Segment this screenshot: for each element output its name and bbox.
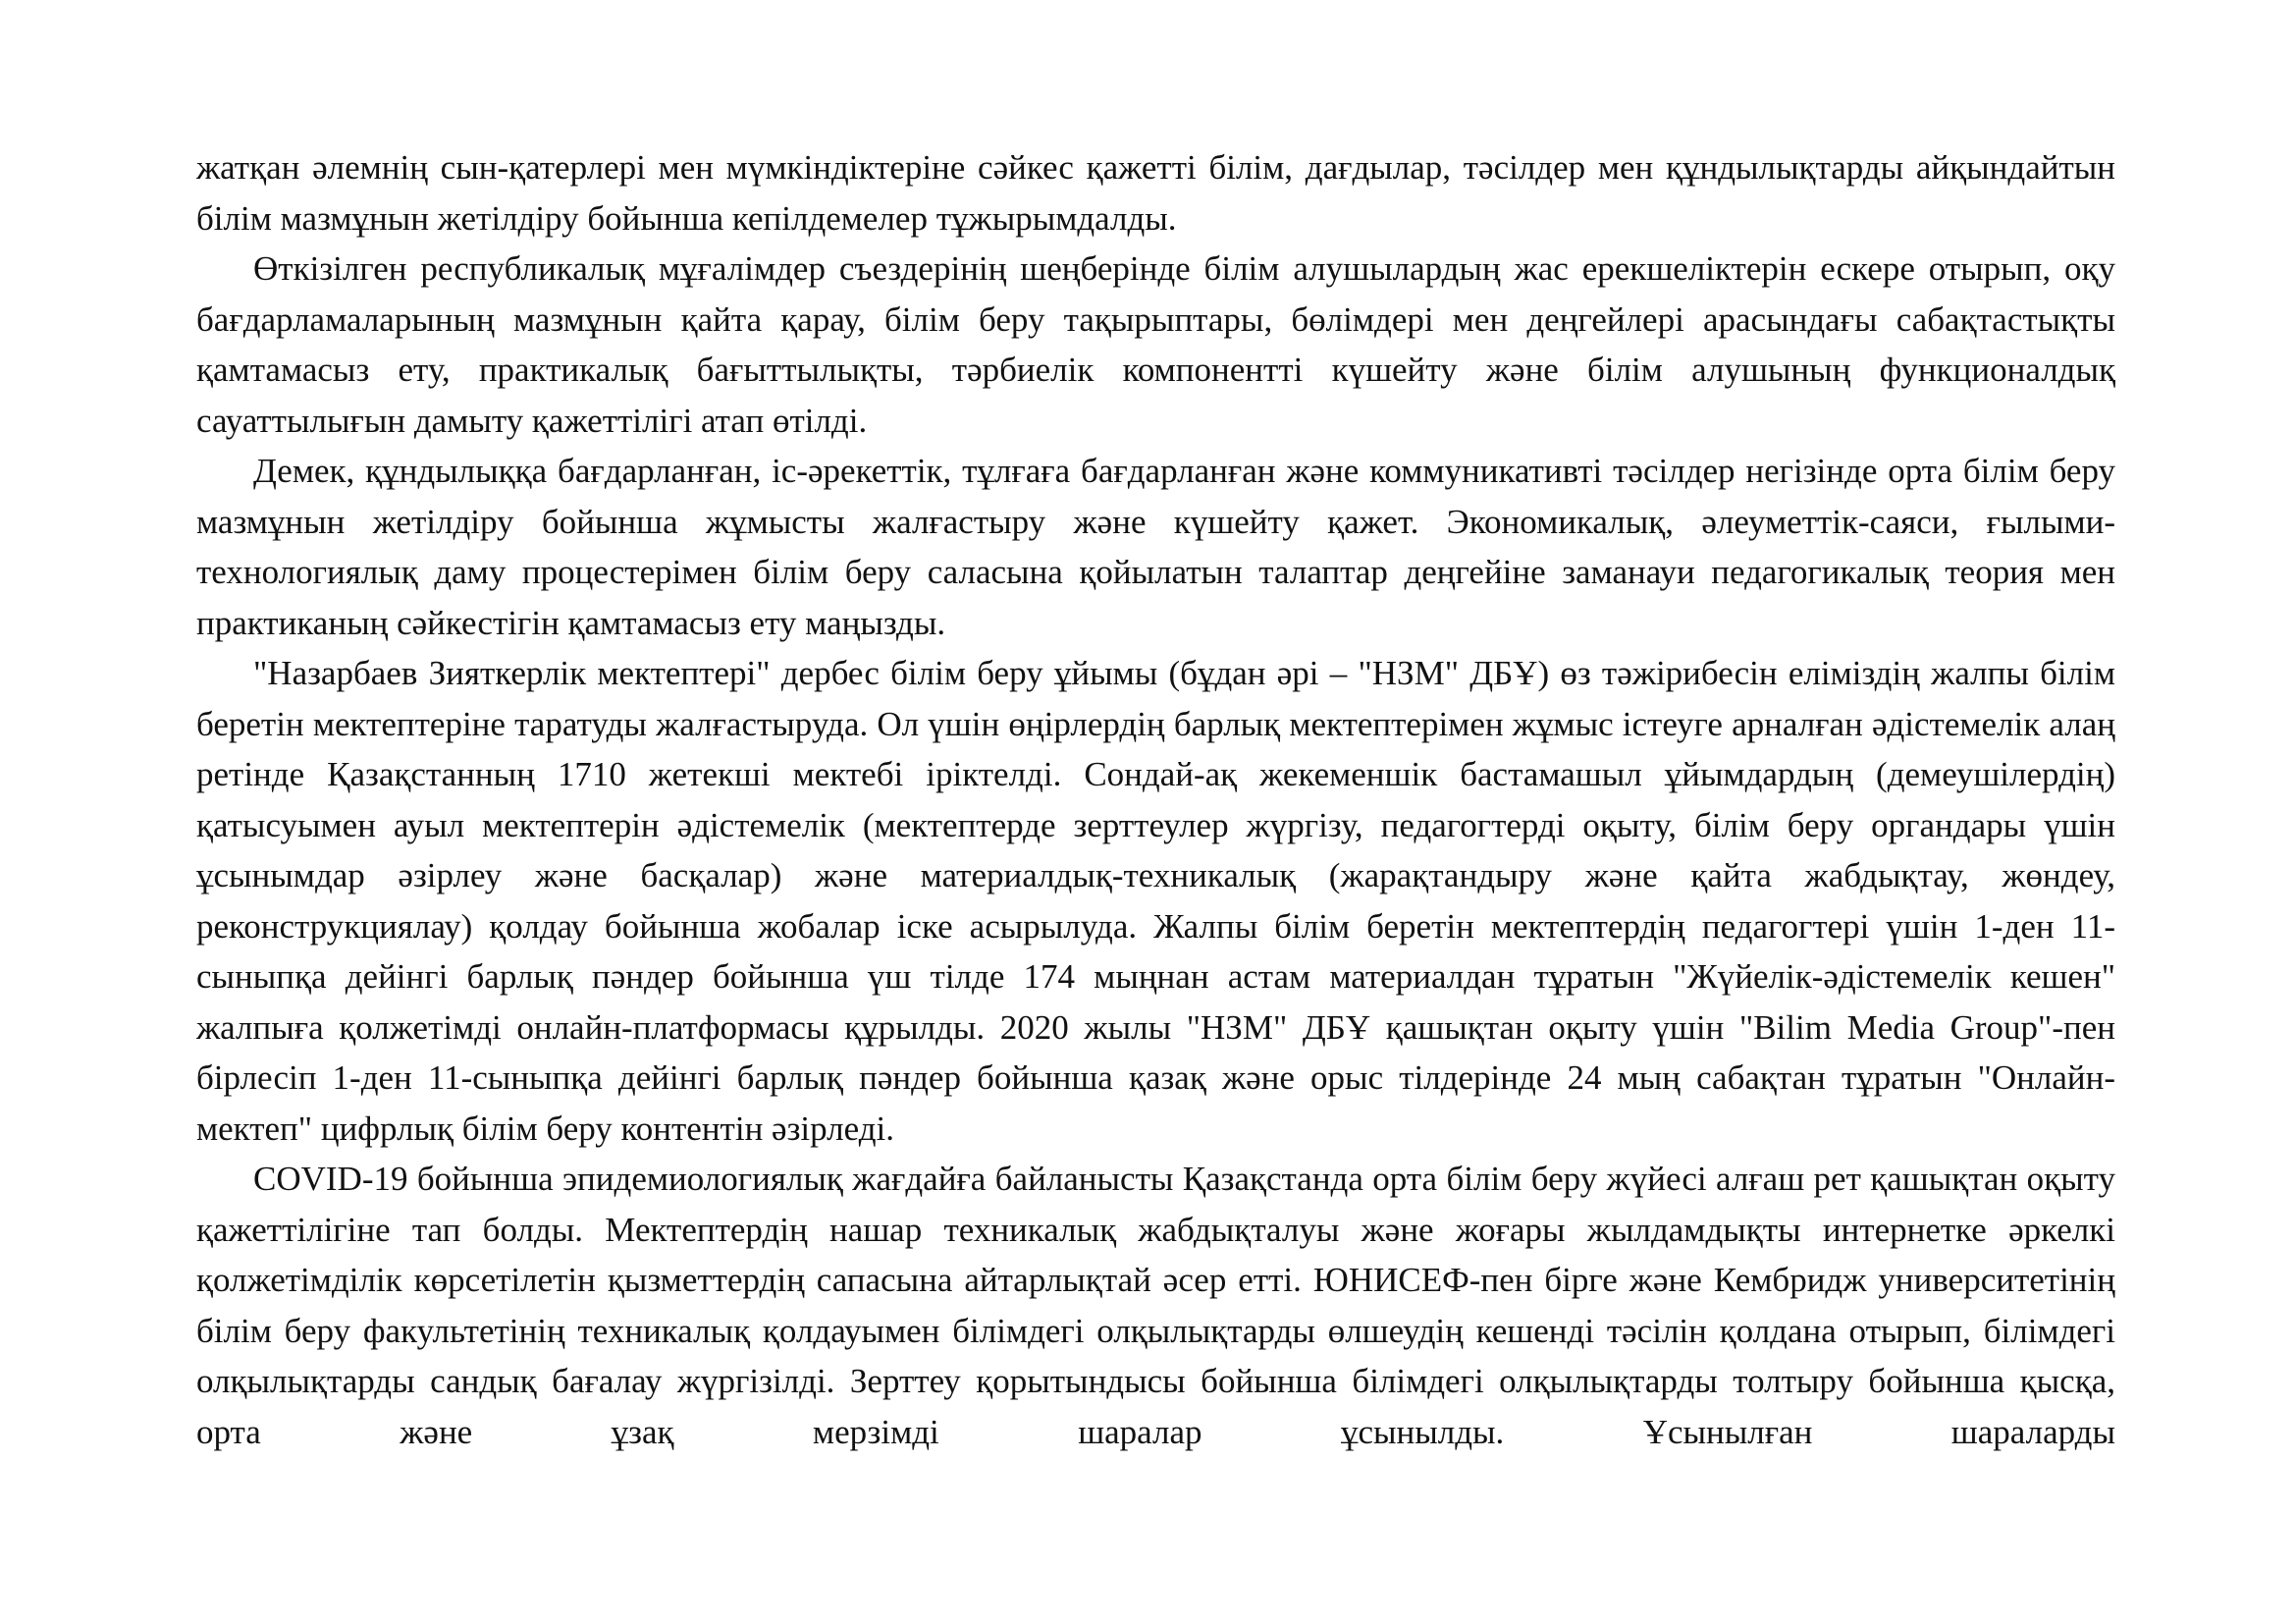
paragraph-2: Өткізілген республикалық мұғалімдер съездерінің шеңберінде білім алушылардың жас ерекшеліктерін ескере отырып, оқу бағдарламаларының мазмұнын қайта қарау, білім беру тақырыптары, бөлімдері мен деңгейлері арасындағы сабақтастықты қамтамасыз ету, практикалық бағыттылықты, тәрбиелік компонентті күшейту және білім алушының функционалдық сауаттылығын дамыту қажеттілігі атап өтілді. (196, 249, 2115, 440)
paragraph-3: Демек, құндылыққа бағдарланған, іс-әрекеттік, тұлғаға бағдарланған және коммуникативті тәсілдер негізінде орта білім беру мазмұнын жетілдіру бойынша жұмысты жалғастыру және күшейту қажет. Экономикалық, әлеуметтік-саяси, ғылыми-технологиялық даму процестерімен білім беру саласына қойылатын талаптар деңгейіне заманауи педагогикалық теория мен практиканың сәйкестігін қамтамасыз ету маңызды. (196, 452, 2115, 642)
paragraph-4: "Назарбаев Зияткерлік мектептері" дербес білім беру ұйымы (бұдан әрі – "НЗМ" ДБҰ) өз тәжірибесін еліміздің жалпы білім беретін мектептеріне таратуды жалғастыруда. Ол үшін өңірлердің барлық мектептерімен жұмыс істеуге арналған әдістемелік алаң ретінде Қазақстанның 1710 жетекші мектебі іріктелді. Сондай-ақ жекеменшік бастамашыл ұйымдардың (демеушілердің) қатысуымен ауыл мектептерін әдістемелік (мектептерде зерттеулер жүргізу, педагогтерді оқыту, білім беру органдары үшін ұсынымдар әзірлеу және басқалар) және материалдық-техникалық (жарақтандыру және қайта жабдықтау, жөндеу, реконструкциялау) қолдау бойынша жобалар іске асырылуда. Жалпы білім беретін мектептердің педагогтері үшін 1-ден 11-сыныпқа дейінгі барлық пәндер бойынша үш тілде 174 мыңнан астам материалдан тұратын "Жүйелік-әдістемелік кешен" жалпыға қолжетімді онлайн-платформасы құрылды. 2020 жылы "НЗМ" ДБҰ қашықтан оқыту үшін "Bilim Media Group"-пен бірлесіп 1-ден 11-сыныпқа дейінгі барлық пәндер бойынша қазақ және орыс тілдерінде 24 мың сабақтан тұратын "Онлайн-мектеп" цифрлық білім беру контентін әзірледі. (196, 654, 2115, 1148)
document-body (196, 142, 2115, 1457)
paragraph-1: жатқан әлемнің сын-қатерлері мен мүмкіндіктеріне сәйкес қажетті білім, дағдылар, тәсілдер мен құндылықтарды айқындайтын білім мазмұнын жетілдіру бойынша кепілдемелер тұжырымдалды. (196, 148, 2115, 238)
paragraph-5: COVID-19 бойынша эпидемиологиялық жағдайға байланысты Қазақстанда орта білім беру жүйесі алғаш рет қашықтан оқыту қажеттілігіне тап болды. Мектептердің нашар техникалық жабдықталуы және жоғары жылдамдықты интернетке әркелкі қолжетімділік көрсетілетін қызметтердің сапасына айтарлықтай әсер етті. ЮНИСЕФ-пен бірге және Кембридж университетінің білім беру факультетінің техникалық қолдауымен білімдегі олқылықтарды өлшеудің кешенді тәсілін қолдана отырып, білімдегі олқылықтарды сандық бағалау жүргізілді. Зерттеу қорытындысы бойынша білімдегі олқылықтарды толтыру бойынша қысқа, орта және ұзақ мерзімді шаралар ұсынылды. Ұсынылған шараларды (196, 1160, 2115, 1451)
